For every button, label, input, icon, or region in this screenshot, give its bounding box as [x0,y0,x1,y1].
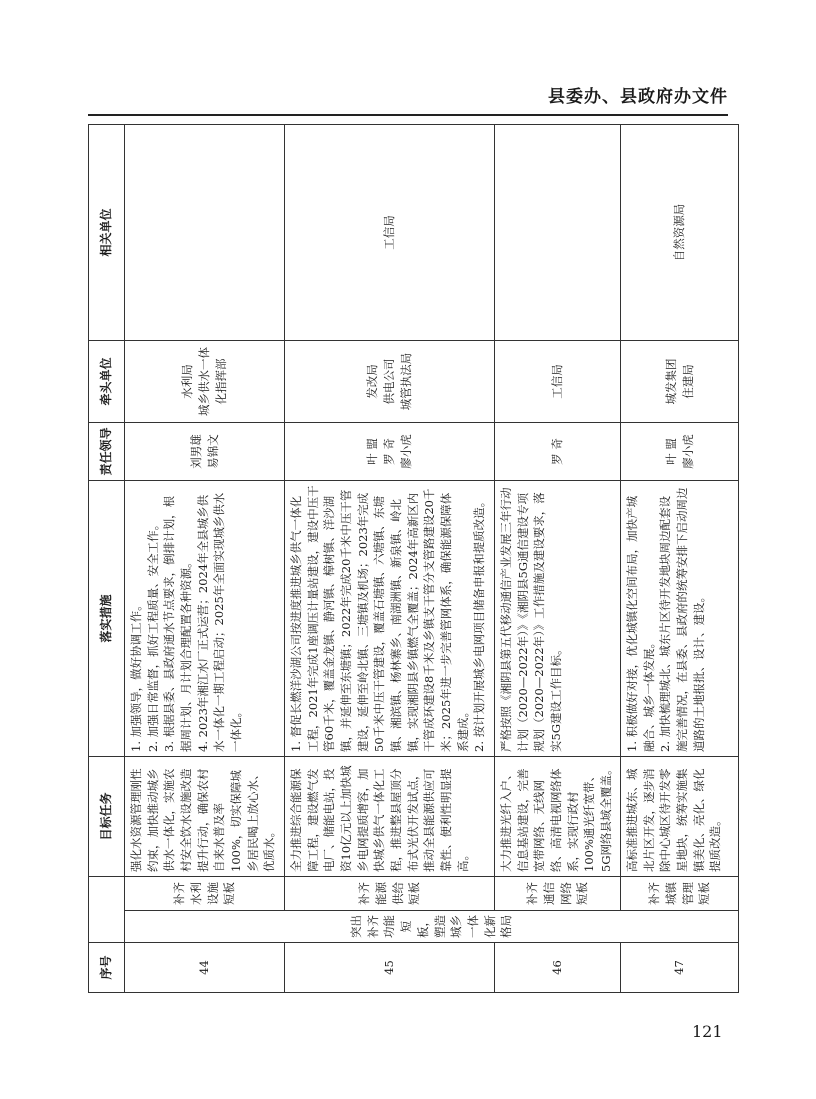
row-number: 47 [621,943,739,993]
header-measures: 落实措施 [89,481,125,757]
rotated-table-container [88,125,739,993]
row-leader: 叶 盟 罗 奇 廖小虎 [285,423,495,481]
row-task: 全力推进综合能源保障工程，建设燃气发电厂、储能电站，投资10亿元以上加快城乡电网提质增容，加快城乡供气一体化工程，推进整县屋顶分布式光伏开发试点，推动全县能源供应可靠性、便利性明显提高。 [285,757,495,877]
measure-item: 2. 按计划开展城乡电网项目储备申报和提质改造。 [472,495,487,752]
row-leader: 叶 盟 廖小虎 [621,423,739,481]
measure-item: 2. 加快梳理城北、城东片区待开发地块周边配套设施完善情况，在县委、县政府的统筹安排下启动周边道路的土地报批、设计、建设。 [658,487,706,752]
row-related-unit [495,125,621,341]
row-lead-unit: 工信局 [495,341,621,423]
row-leader: 刘男雄 易锦文 [125,423,285,481]
table-row [285,125,495,993]
table-row [125,125,285,993]
row-related-unit: 工信局 [285,125,495,341]
row-number: 46 [495,943,621,993]
task-table [88,124,739,993]
row-lead-unit: 发改局 供电公司 城管执法局 [285,341,495,423]
header-related-unit: 相关单位 [89,125,125,341]
row-category: 补齐能源供给短板 [285,877,495,911]
group-label: 突出补齐功能短板，塑造城乡一体化新格局 [125,911,739,943]
measure-item: 1. 加强领导，做好协调工作。 [129,599,143,752]
row-related-unit: 自然资源局 [621,125,739,341]
measure-item: 严格按照《湘阴县第五代移动通信产业发展三年行动计划（2020—2022年）》《湘阴县5G通信建设专项规划（2020—2022年）》工作措施及建设要求，落实5G建设工作目标。 [499,487,564,752]
measure-item: 1. 督促长燃洋沙湖公司按进度推进城乡供气一体化工程，2021年完成1座调压计量站建设，建设中压干管60千米，覆盖金龙镇、静河镇、樟树镇、洋沙湖镇，并延伸至东塘镇；2022年完成20千米中压干管建设，延伸至岭北镇、三塘镇及机场；2023年完成50千米中压干管建设，覆盖石塘镇、六塘镇、东塘镇、湘滨镇、杨林寨乡、南湖洲镇、新泉镇、岭北镇，实现湘阴县乡镇燃气全覆盖；2024年高新区内干管成环建设8千米及乡镇支干管分支管路建设20千米；2025年进一步完善管网体系，确保能源保障体系建成。 [289,485,470,752]
table-row [621,125,739,993]
row-number: 45 [285,943,495,993]
row-related-unit [125,125,285,341]
row-task: 高标准推进城东、城北片区开发，逐步消除中心城区待开发零星地块，统筹实施集镇美化、亮化、绿化提质改造。 [621,757,739,877]
row-task: 大力推进光纤入户、信息基站建设，完善宽带网络、无线网络、高清电视网络体系，实现行政村100%通光纤宽带、5G网络县域全覆盖。 [495,757,621,877]
table-row [495,125,621,993]
table-header-row [89,125,125,993]
measure-item: 4. 2023年湘江水厂正式运营；2024年全县城乡供水一体化一期工程启动；2025年全面实现城乡供水一体化。 [195,492,244,752]
header-task: 目标任务 [89,757,125,877]
header-title: 县委办、县政府办文件 [548,87,728,107]
header-no: 序号 [89,943,125,993]
row-lead-unit: 水利局 城乡供水一体化指挥部 [125,341,285,423]
header-leader: 责任领导 [89,423,125,481]
page-number: 121 [692,1022,723,1041]
row-measures [285,481,495,757]
row-category: 补齐城镇管理短板 [621,877,739,911]
measure-item: 2. 加强日常监督，抓好工程质量、安全工作。 [145,518,160,752]
row-measures [495,481,621,757]
header-divider [88,114,728,116]
row-leader: 罗 奇 [495,423,621,481]
header-lead-unit: 牵头单位 [89,341,125,423]
header-category [89,877,125,943]
row-lead-unit: 城发集团 住建局 [621,341,739,423]
row-category: 补齐水利设施短板 [125,877,285,911]
row-number: 44 [125,943,285,993]
row-task: 强化水资源管理刚性约束，加快推动城乡供水一体化，实施农村安全饮水设施改造提升行动，确保农村自来水普及率100%，切实保障城乡居民喝上放心水、优质水。 [125,757,285,877]
measure-item: 3. 根据县委、县政府通水节点要求，倒排计划，根据周计划、月计划合理配置各种资源。 [162,495,194,752]
row-measures [125,481,285,757]
row-category: 补齐通信网络短板 [495,877,621,911]
measure-item: 1. 积极做好对接，优化城镇化空间布局，加快产城融合、城乡一体发展。 [625,495,656,752]
row-measures [621,481,739,757]
